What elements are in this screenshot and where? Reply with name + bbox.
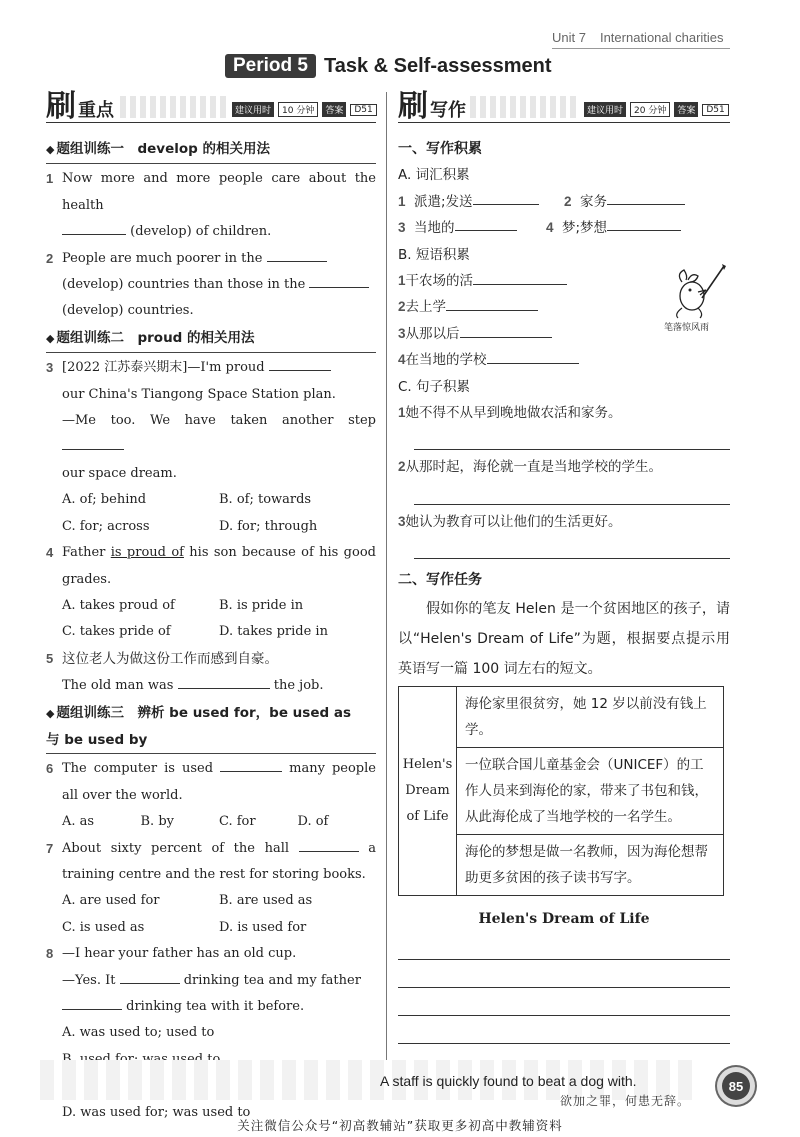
unit-header-rule (552, 48, 730, 49)
question-number: 6 (46, 761, 54, 777)
left-time-tags (232, 102, 377, 117)
answer-line[interactable] (414, 535, 730, 559)
right-section-title: 写作 (430, 100, 466, 121)
task-table (398, 686, 724, 896)
question-number: 8 (46, 946, 54, 962)
right-time-tags (584, 102, 729, 117)
answer-label: 答案 (322, 102, 346, 117)
essay-line[interactable] (398, 988, 730, 1016)
option-d[interactable]: D. for; through (219, 518, 318, 534)
left-section-head (46, 90, 114, 122)
answer-blank[interactable] (299, 836, 359, 852)
sentence-item: 3她认为教育可以让他们的生活更好。 (398, 513, 622, 530)
answer-blank[interactable] (309, 272, 369, 288)
section-head-pattern (120, 96, 230, 118)
period-title (225, 54, 552, 78)
question-2: 2 People are much poorer in the (develop) countries than those in the (develop) countries. (46, 246, 376, 325)
time-label: 建议用时 (232, 102, 274, 117)
question-number: 7 (46, 840, 54, 856)
options (46, 487, 376, 540)
diamond-icon: ◆ (46, 706, 55, 720)
group-rule (46, 753, 376, 754)
brush-mark: 刷 (46, 89, 76, 124)
answer-blank[interactable] (220, 756, 282, 772)
left-head-rule (46, 122, 376, 123)
answer-blank[interactable] (62, 434, 124, 450)
phrase-item: 4在当地的学校 (398, 347, 730, 373)
period-badge: Period 5 (225, 54, 316, 78)
answer-blank[interactable] (62, 994, 122, 1010)
right-section-head (398, 90, 466, 122)
column-divider (386, 92, 387, 1062)
phrase-item: 3从那以后 (398, 321, 730, 347)
options (46, 593, 376, 646)
answer-line[interactable] (414, 426, 730, 450)
answer-blank[interactable] (62, 219, 126, 235)
option-a[interactable]: A. of; behind (62, 492, 147, 508)
options (46, 888, 376, 941)
options (46, 809, 376, 835)
option-d[interactable]: D. was used for; was used to (62, 1104, 251, 1120)
diamond-icon: ◆ (46, 331, 55, 345)
option-b[interactable]: B. by (140, 814, 174, 830)
option-b[interactable]: B. is pride in (219, 597, 304, 613)
answer-blank[interactable] (487, 348, 579, 364)
sentence-item: 1她不得不从早到晚地做农活和家务。 (398, 405, 622, 422)
diamond-icon: ◆ (46, 143, 55, 156)
unit-header (552, 30, 738, 45)
question-6: 6 The computer is used many people all over the world. (46, 756, 376, 809)
group-title: ◆ 题组训练一 develop 的相关用法 (46, 141, 271, 157)
option-a[interactable]: A. as (62, 814, 95, 830)
unit-number: Unit 7 (552, 30, 586, 45)
table-label: Helen's Dream of Life (399, 686, 457, 895)
option-d[interactable]: D. of (297, 814, 329, 830)
question-1: 1 Now more and more people care about the health (develop) of children. (46, 166, 376, 245)
part2-title: 二、写作任务 (398, 572, 482, 589)
question-number: 2 (46, 250, 54, 266)
answer-code: D51 (350, 104, 376, 116)
option-c[interactable]: C. is used as (62, 919, 145, 935)
group-rule (46, 352, 376, 353)
proverb-translation: 欲加之罪，何患无辞。 (560, 1094, 691, 1108)
sentence-item: 2从那时起，海伦就一直是当地学校的学生。 (398, 459, 663, 476)
page-number: 85 (722, 1072, 750, 1100)
option-b[interactable]: B. are used as (219, 893, 313, 909)
phrase-item: 2去上学 (398, 294, 730, 320)
table-point-1: 海伦家里很贫穷，她 12 岁以前没有钱上学。 (457, 686, 724, 747)
essay-line[interactable] (398, 1016, 730, 1044)
question-4: 4 Father is proud of his son because of his good grades. (46, 540, 376, 593)
option-d[interactable]: D. takes pride in (219, 624, 328, 640)
part1-title: 一、写作积累 (398, 141, 482, 157)
sentence-title: C. 句子积累 (398, 378, 471, 395)
option-c[interactable]: C. for (219, 814, 256, 830)
option-d[interactable]: D. is used for (219, 919, 307, 935)
answer-blank[interactable] (178, 673, 270, 689)
task-instructions: 假如你的笔友 Helen 是一个贫困地区的孩子，请以“Helen's Dream of Life”为题，根据要点提示用英语写一篇 100 词左右的短文。 (398, 600, 730, 677)
answer-code: D51 (702, 104, 728, 116)
answer-blank[interactable] (455, 215, 517, 231)
phrase-title: B. 短语积累 (398, 246, 470, 263)
option-a[interactable]: A. takes proud of (62, 597, 175, 613)
vocab-title: A. 词汇积累 (398, 167, 470, 184)
group-rule (46, 163, 376, 164)
time-value: 10 分钟 (278, 102, 318, 117)
group-title: ◆ 题组训练三 辨析 be used for，be used as 与 be used by (46, 704, 351, 748)
answer-blank[interactable] (269, 355, 331, 371)
table-point-3: 海伦的梦想是做一名教师，因为海伦想帮助更多贫困的孩子读书写字。 (457, 834, 724, 895)
right-head-rule (398, 122, 730, 123)
question-3: 3 [2022 江苏泰兴期末]—I'm proud our China's Tiangong Space Station plan. —Me too. We have taken another step our space dream. (46, 355, 376, 487)
question-number: 1 (46, 171, 54, 187)
vocab-row: 3 当地的 4 梦;梦想 (398, 215, 730, 241)
question-number: 4 (46, 545, 54, 561)
phrase-item: 1干农场的活 (398, 268, 730, 294)
answer-blank[interactable] (607, 215, 681, 231)
question-8: 8 —I hear your father has an old cup. —Yes. It drinking tea and my father drinking tea with it before. (46, 941, 376, 1020)
answer-blank[interactable] (473, 269, 567, 285)
unit-topic: International charities (599, 30, 724, 45)
question-number: 3 (46, 360, 54, 376)
left-column (46, 136, 376, 1126)
question-number: 5 (46, 650, 54, 666)
underlined-phrase: is proud of (110, 545, 184, 561)
section-head-pattern (470, 96, 580, 118)
time-label: 建议用时 (584, 102, 626, 117)
question-5: 5 这位老人为做这份工作而感到自豪。 The old man was the job. (46, 646, 376, 700)
answer-blank[interactable] (267, 246, 327, 262)
brush-mark: 刷 (398, 89, 428, 124)
table-point-2: 一位联合国儿童基金会（UNICEF）的工作人员来到海伦的家，带来了书包和钱，从此海伦成了当地学校的一名学生。 (457, 747, 724, 834)
bottom-note: 关注微信公众号“初高教辅站”获取更多初高中教辅资料 (237, 1118, 563, 1133)
question-7: 7 About sixty percent of the hall a training centre and the rest for storing books. (46, 836, 376, 889)
doodle-caption: 笔落惊风雨 (664, 323, 710, 333)
option-c[interactable]: C. for; across (62, 518, 150, 534)
answer-blank[interactable] (460, 322, 552, 338)
left-section-title: 重点 (78, 100, 114, 121)
essay-title: Helen's Dream of Life (478, 910, 650, 927)
option-b[interactable]: B. of; towards (219, 492, 312, 508)
option-c[interactable]: C. takes pride of (62, 624, 171, 640)
essay-line[interactable] (398, 960, 730, 988)
time-value: 20 分钟 (630, 102, 670, 117)
answer-blank[interactable] (607, 189, 685, 205)
option-a[interactable]: A. are used for (62, 893, 160, 909)
proverb: A staff is quickly found to beat a dog with. (380, 1073, 637, 1089)
answer-line[interactable] (414, 481, 730, 505)
answer-blank[interactable] (473, 189, 539, 205)
answer-blank[interactable] (446, 295, 538, 311)
option-a[interactable]: A. was used to; used to (62, 1025, 215, 1041)
answer-label: 答案 (674, 102, 698, 117)
essay-line[interactable] (398, 932, 730, 960)
group-title: ◆ 题组训练二 proud 的相关用法 (46, 329, 255, 346)
period-name: Task & Self-assessment (323, 54, 552, 77)
vocab-row: 1 派遣;发送 2 家务 (398, 189, 730, 215)
answer-blank[interactable] (120, 968, 180, 984)
